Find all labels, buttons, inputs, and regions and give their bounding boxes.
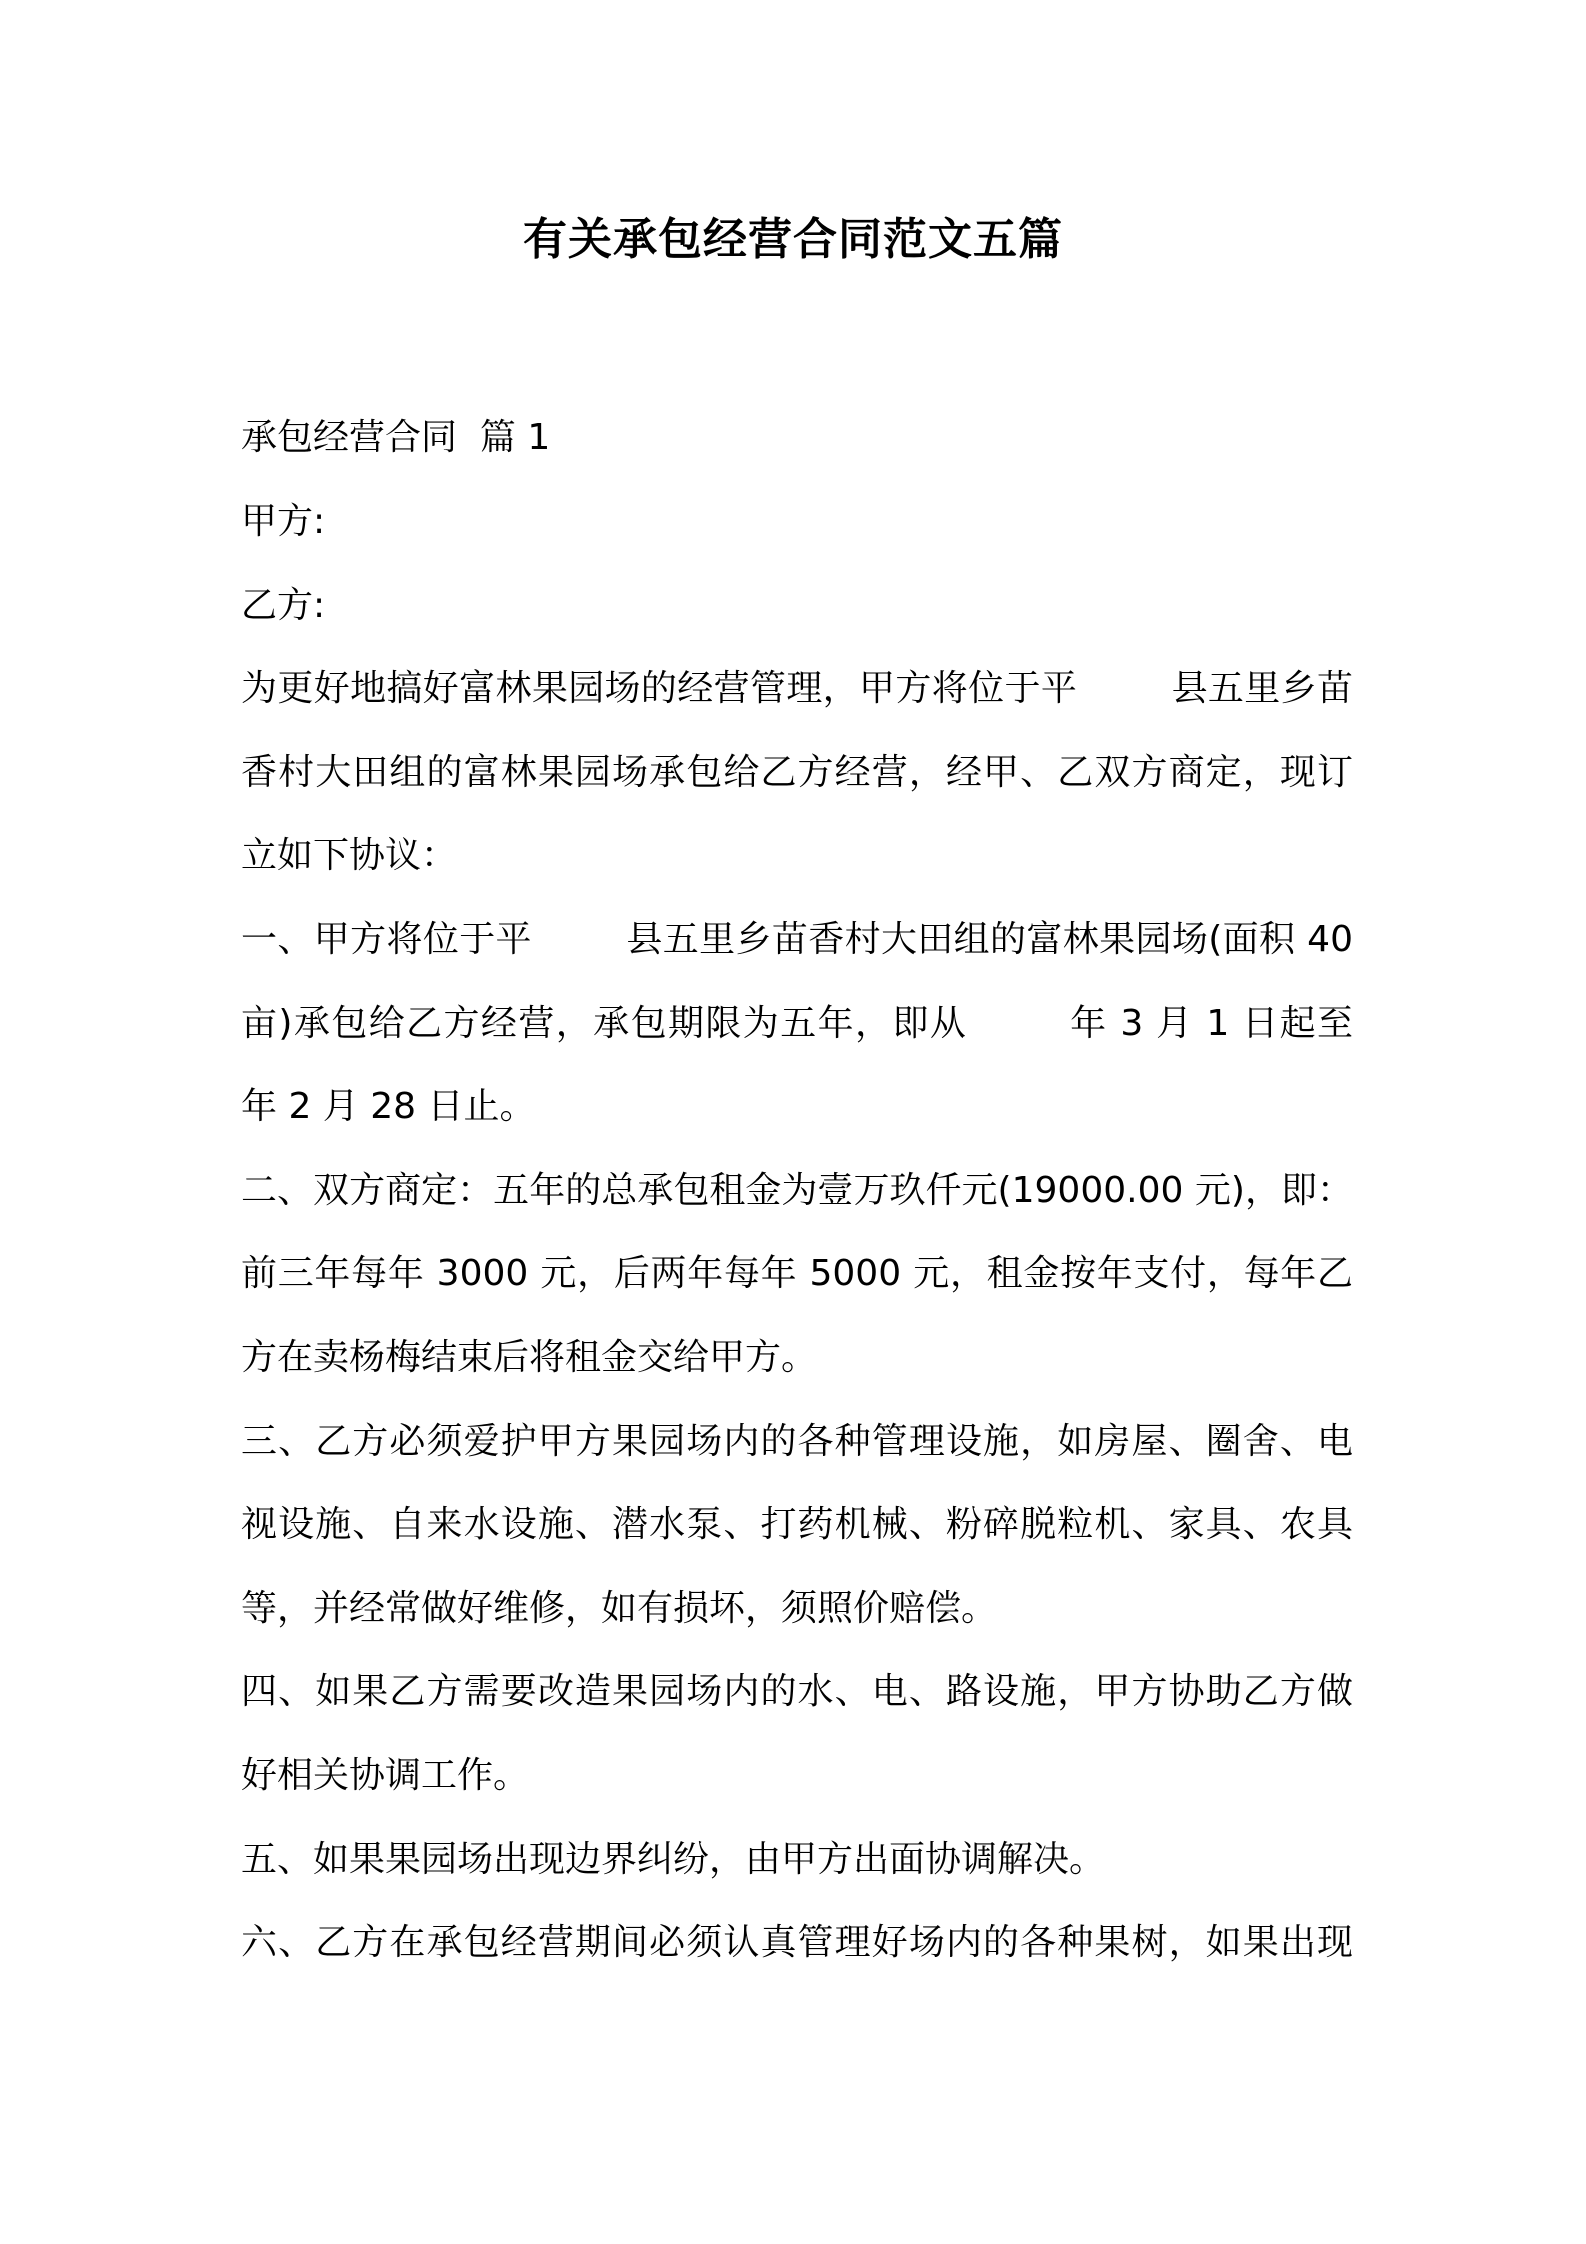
document-title: 有关承包经营合同范文五篇 xyxy=(523,214,1063,265)
paragraph-line: 三、乙方必须爱护甲方果园场内的各种管理设施，如房屋、圈舍、电 xyxy=(241,1421,1353,1462)
paragraph-line: 五、如果果园场出现边界纠纷，由甲方出面协调解决。 xyxy=(241,1839,1106,1880)
paragraph-line: 前三年每年 3000 元，后两年每年 5000 元，租金按年支付，每年乙 xyxy=(241,1253,1353,1294)
paragraph-line: 亩)承包给乙方经营，承包期限为五年，即从 年 3 月 1 日起至 xyxy=(241,1003,1353,1044)
paragraph-line: 等，并经常做好维修，如有损坏，须照价赔偿。 xyxy=(241,1588,998,1629)
party-b-label: 乙方: xyxy=(241,585,326,626)
paragraph-line: 四、如果乙方需要改造果园场内的水、电、路设施，甲方协助乙方做 xyxy=(241,1671,1353,1712)
paragraph-line: 为更好地搞好富林果园场的经营管理，甲方将位于平 县五里乡苗 xyxy=(241,668,1353,709)
paragraph-line: 六、乙方在承包经营期间必须认真管理好场内的各种果树，如果出现 xyxy=(241,1922,1353,1963)
paragraph-line: 香村大田组的富林果园场承包给乙方经营，经甲、乙双方商定，现订 xyxy=(241,752,1353,793)
paragraph-line: 视设施、自来水设施、潜水泵、打药机械、粉碎脱粒机、家具、农具 xyxy=(241,1504,1353,1545)
paragraph-line: 方在卖杨梅结束后将租金交给甲方。 xyxy=(241,1337,818,1378)
party-a-label: 甲方: xyxy=(241,501,326,542)
paragraph-line: 立如下协议： xyxy=(241,835,458,876)
paragraph-line: 二、双方商定：五年的总承包租金为壹万玖仟元(19000.00 元)，即： xyxy=(241,1170,1353,1211)
paragraph-line: 年 2 月 28 日止。 xyxy=(241,1086,536,1127)
paragraph-line: 好相关协调工作。 xyxy=(241,1755,530,1796)
paragraph-line: 一、甲方将位于平 县五里乡苗香村大田组的富林果园场(面积 40 xyxy=(241,919,1353,960)
section-heading: 承包经营合同 篇 1 xyxy=(241,417,551,458)
